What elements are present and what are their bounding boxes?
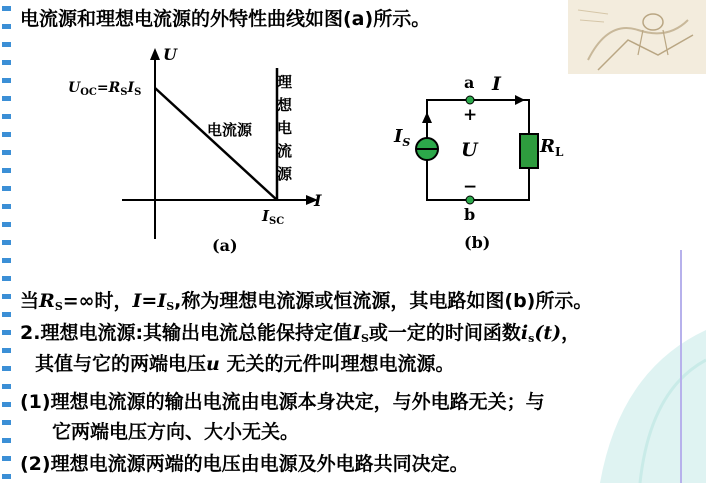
- decorative-wave: [560, 330, 706, 483]
- right-accent-line: [680, 250, 682, 483]
- text-line-4: (1)理想电流源的输出电流由电源本身决定，与外电路无关；与: [20, 391, 545, 413]
- figure-b-caption: (b): [464, 233, 491, 252]
- left-dashed-border: [0, 0, 16, 483]
- load-resistor: [520, 134, 538, 168]
- page-title: 电流源和理想电流源的外特性曲线如图(a)所示。: [20, 8, 431, 30]
- isc-label: $I_{SC}$: [262, 207, 285, 227]
- y-axis-label: U: [163, 45, 177, 64]
- node-b-label: b: [464, 205, 476, 224]
- ideal-label-char-4: 流: [277, 142, 293, 160]
- ideal-label-char-3: 电: [277, 119, 293, 137]
- plus-sign: +: [463, 105, 478, 125]
- current-label: I: [492, 73, 501, 95]
- figure-a-caption: (a): [212, 236, 238, 255]
- source-label: $I_S$: [394, 126, 411, 149]
- text-line-1: 当$R_S=\infty$时，$I=I_S$,称为理想电流源或恒流源，其电路如图(b)所示。: [20, 290, 593, 313]
- ideal-label-char-2: 想: [277, 96, 293, 114]
- decorative-sketch-image: [568, 0, 706, 74]
- load-label: $R_L$: [540, 136, 564, 159]
- node-a-label: a: [464, 73, 475, 92]
- figure-a-characteristic-curve: [60, 44, 340, 256]
- node-b: [466, 196, 474, 204]
- uoc-label: $U_{OC}=R_SI_S$: [68, 80, 142, 98]
- text-line-5: 它两端电压方向、大小无关。: [52, 421, 300, 443]
- node-a: [466, 96, 474, 104]
- x-axis-label: I: [314, 191, 322, 210]
- text-line-3: 其值与它的两端电压u 无关的元件叫理想电流源。: [35, 353, 455, 375]
- minus-sign: −: [463, 177, 478, 197]
- text-line-6: (2)理想电流源两端的电压由电源及外电路共同决定。: [20, 453, 469, 475]
- figure-b-circuit: [380, 68, 590, 256]
- ideal-label-char-5: 源: [277, 165, 293, 183]
- text-line-2: 2.理想电流源:其输出电流总能保持定值$I_S$或一定的时间函数$i_s(t)$，: [20, 322, 581, 345]
- voltage-label: U: [461, 139, 478, 161]
- current-source-label: 电流源: [207, 121, 253, 139]
- ideal-label-char-1: 理: [277, 73, 293, 91]
